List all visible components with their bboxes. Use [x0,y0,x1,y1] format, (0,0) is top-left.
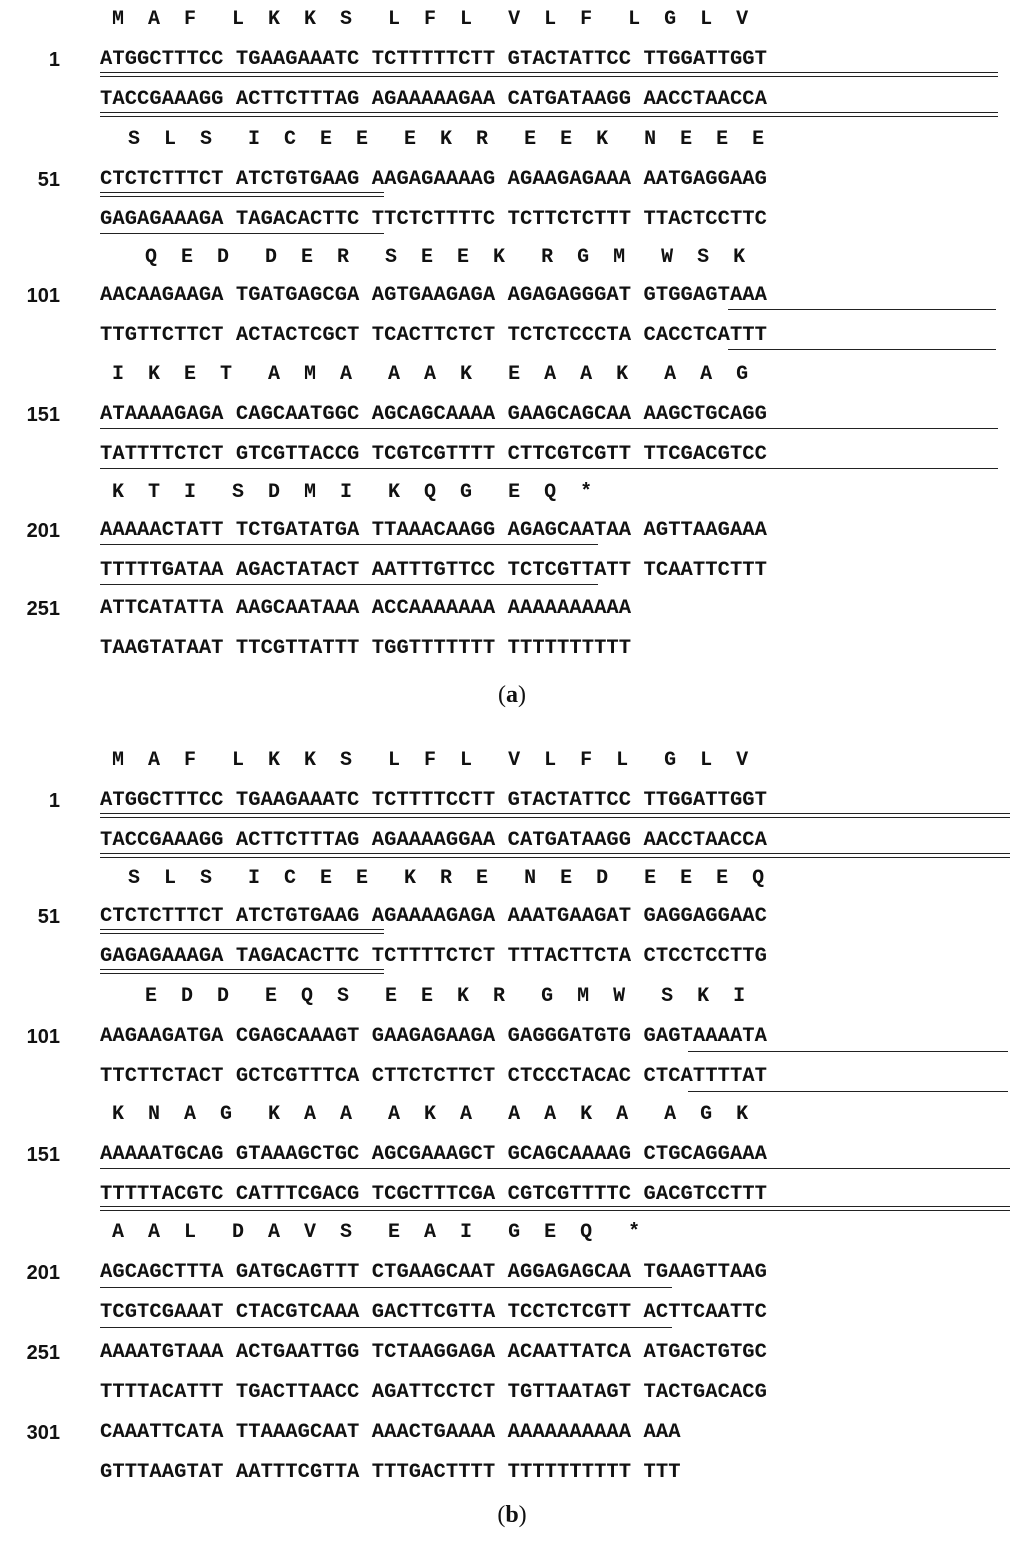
sense-strand: AAAAATGCAG GTAAAGCTGC AGCGAAAGCT GCAGCAAAAG CTGCAGGAAA [100,1143,768,1166]
sense-strand: AACAAGAAGA TGATGAGCGA AGTGAAGAGA AGAGAGGGAT GTGGAGTAAA [100,284,768,307]
mature-domain-underline [728,349,996,350]
position-number: 1 [48,790,60,812]
antisense-strand: TTGTTCTTCT ACTACTCGCT TCACTTCTCT TCTCTCCCTA CACCTCATTT [100,324,768,347]
antisense-strand: TATTTTCTCT GTCGTTACCG TCGTCGTTTT CTTCGTCGTT TTCGACGTCC [100,443,768,466]
mature-domain-underline [100,428,998,429]
antisense-strand: TAAGTATAAT TTCGTTATTT TGGTTTTTTT TTTTTTTTTT [100,637,632,660]
caption-a: (a) [498,682,526,708]
signal-peptide-double-underline [100,112,998,117]
sense-strand: CTCTCTTTCT ATCTGTGAAG AGAAAAGAGA AAATGAAGAT GAGGAGGAAC [100,905,768,928]
position-number: 101 [26,285,60,307]
mature-domain-underline [728,309,996,310]
aa-translation: I K E T A M A A A K E A A K A A G [112,363,749,386]
antisense-strand: TTTTACATTT TGACTTAACC AGATTCCTCT TGTTAATAGT TACTGACACG [100,1381,768,1404]
mature-domain-underline [100,468,998,469]
position-number: 251 [26,598,60,620]
mature-domain-underline [100,584,598,585]
antisense-strand: TCGTCGAAAT CTACGTCAAA GACTTCGTTA TCCTCTCGTT ACTTCAATTC [100,1301,768,1324]
sense-strand: ATGGCTTTCC TGAAGAAATC TCTTTTCCTT GTACTATTCC TTGGATTGGT [100,789,768,812]
sense-strand: CAAATTCATA TTAAAGCAAT AAACTGAAAA AAAAAAAAAA AAA [100,1421,681,1444]
aa-translation: Q E D D E R S E E K R G M W S K [145,246,746,269]
antisense-strand: GAGAGAAAGA TAGACACTTC TCTTTTCTCT TTTACTTCTA CTCCTCCTTG [100,945,768,968]
signal-peptide-underline [100,233,384,234]
sense-strand: AGCAGCTTTA GATGCAGTTT CTGAAGCAAT AGGAGAGCAA TGAAGTTAAG [100,1261,768,1284]
signal-peptide-double-underline [100,929,384,934]
mature-domain-underline [100,1287,672,1288]
antisense-strand: TTTTTACGTC CATTTCGACG TCGCTTTCGA CGTCGTTTTC GACGTCCTTT [100,1183,768,1206]
sense-strand: AAGAAGATGA CGAGCAAAGT GAAGAGAAGA GAGGGATGTG GAGTAAAATA [100,1025,768,1048]
position-number: 101 [26,1026,60,1048]
aa-translation: K N A G K A A A K A A A K A A G K [112,1103,749,1126]
antisense-strand: TACCGAAAGG ACTTCTTTAG AGAAAAAGAA CATGATAAGG AACCTAACCA [100,88,768,111]
signal-peptide-double-underline [100,969,384,974]
antisense-strand: TTTTTGATAA AGACTATACT AATTTGTTCC TCTCGTTATT TCAATTCTTT [100,559,768,582]
antisense-strand: TTCTTCTACT GCTCGTTTCA CTTCTCTTCT CTCCCTACAC CTCATTTTAT [100,1065,768,1088]
sense-strand: ATAAAAGAGA CAGCAATGGC AGCAGCAAAA GAAGCAGCAA AAGCTGCAGG [100,403,768,426]
position-number: 301 [26,1422,60,1444]
mature-domain-double-underline [100,1206,1010,1211]
caption-b: (b) [497,1502,527,1528]
antisense-strand: GTTTAAGTAT AATTTCGTTA TTTGACTTTT TTTTTTTTTT TTT [100,1461,681,1484]
mature-domain-underline [100,1327,672,1328]
aa-translation: S L S I C E E E K R E E K N E E E [128,128,765,151]
aa-translation: M A F L K K S L F L V L F L G L V [112,8,749,31]
mature-domain-underline [100,1168,1010,1169]
signal-peptide-double-underline [100,72,998,77]
position-number: 1 [48,49,60,71]
position-number: 151 [26,404,60,426]
aa-translation: A A L D A V S E A I G E Q * [112,1221,641,1244]
mature-domain-underline [688,1051,1008,1052]
sense-strand: ATGGCTTTCC TGAAGAAATC TCTTTTTCTT GTACTATTCC TTGGATTGGT [100,48,768,71]
antisense-strand: TACCGAAAGG ACTTCTTTAG AGAAAAGGAA CATGATAAGG AACCTAACCA [100,829,768,852]
position-number: 51 [37,169,60,191]
aa-translation: E D D E Q S E E K R G M W S K I [145,985,746,1008]
position-number: 51 [37,906,60,928]
aa-translation: S L S I C E E K R E N E D E E E Q [128,867,765,890]
sense-strand: CTCTCTTTCT ATCTGTGAAG AAGAGAAAAG AGAAGAGAAA AATGAGGAAG [100,168,768,191]
mature-domain-underline [688,1091,1008,1092]
mature-domain-underline [100,544,598,545]
signal-peptide-double-underline [100,813,1010,818]
sense-strand: AAAAACTATT TCTGATATGA TTAAACAAGG AGAGCAATAA AGTTAAGAAA [100,519,768,542]
aa-translation: M A F L K K S L F L V L F L G L V [112,749,749,772]
position-number: 201 [26,1262,60,1284]
position-number: 201 [26,520,60,542]
sense-strand: AAAATGTAAA ACTGAATTGG TCTAAGGAGA ACAATTATCA ATGACTGTGC [100,1341,768,1364]
aa-translation: K T I S D M I K Q G E Q * [112,481,593,504]
antisense-strand: GAGAGAAAGA TAGACACTTC TTCTCTTTTC TCTTCTCTTT TTACTCCTTC [100,208,768,231]
signal-peptide-double-underline [100,853,1010,858]
signal-peptide-double-underline [100,192,384,197]
position-number: 251 [26,1342,60,1364]
position-number: 151 [26,1144,60,1166]
sense-strand: ATTCATATTA AAGCAATAAA ACCAAAAAAA AAAAAAAAAA [100,597,632,620]
